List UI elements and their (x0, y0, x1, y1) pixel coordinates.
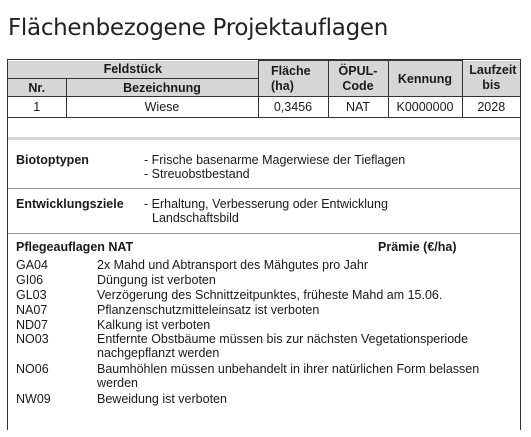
requirement-text: Verzögerung des Schnittzeitpunktes, früheste Mahd am 15.06. (97, 288, 443, 302)
requirement-text: Kalkung ist verboten (97, 318, 211, 332)
cell-flaeche: 0,3456 (258, 97, 328, 118)
requirement-text: Entfernte Obstbäume müssen bis zur nächsten Vegetationsperiode nachgepflanzt werden (97, 332, 469, 360)
table-row (8, 97, 520, 118)
header-bezeichnung: Bezeichnung (66, 79, 258, 97)
page-title: Flächenbezogene Projektauflagen (8, 15, 388, 41)
divider (8, 233, 520, 234)
details-section (8, 140, 520, 433)
pflegeauflagen-heading: Pflegeauflagen NAT (16, 240, 134, 254)
cell-bezeichnung: Wiese (66, 97, 258, 118)
entwicklungsziele-line-2: Landschaftsbild (152, 211, 239, 225)
praemie-heading: Prämie (€/ha) (378, 240, 457, 254)
requirement-code: NA07 (16, 303, 48, 317)
divider (8, 188, 520, 189)
header-flaeche: Fläche (ha) (258, 61, 328, 97)
cell-laufzeit: 2028 (462, 97, 520, 118)
biotoptypen-line-2: - Streuobstbestand (144, 167, 250, 181)
cell-nr: 1 (8, 97, 66, 118)
header-nr: Nr. (8, 79, 66, 97)
header-kennung: Kennung (388, 61, 462, 97)
cell-kennung: K0000000 (388, 97, 462, 118)
requirement-code: GL03 (16, 288, 47, 302)
requirement-text: Beweidung ist verboten (97, 392, 227, 406)
requirement-code: NO06 (16, 362, 49, 376)
requirement-code: GI06 (16, 273, 44, 287)
header-oepul-code: ÖPUL-Code (328, 61, 388, 97)
entwicklungsziele-line-1: - Erhaltung, Verbesserung oder Entwicklung (144, 197, 388, 211)
requirement-code: ND07 (16, 318, 48, 332)
requirement-code: GA04 (16, 258, 48, 272)
entwicklungsziele-label: Entwicklungsziele (16, 197, 124, 211)
requirement-text: Baumhöhlen müssen unbehandelt in ihrer natürlichen Form belassen werden (97, 362, 480, 390)
plot-table (8, 60, 520, 118)
requirement-text: Düngung ist verboten (97, 273, 216, 287)
header-laufzeit: Laufzeit bis (462, 61, 520, 97)
requirement-code: NW09 (16, 392, 51, 406)
requirement-text: Pflanzenschutzmitteleinsatz ist verboten (97, 303, 320, 317)
biotoptypen-line-1: - Frische basenarme Magerwiese der Tieflagen (144, 153, 406, 167)
biotoptypen-label: Biotoptypen (16, 153, 89, 167)
requirement-text: 2x Mahd und Abtransport des Mähgutes pro Jahr (97, 258, 368, 272)
project-requirements-sheet (7, 59, 521, 430)
header-feldstueck: Feldstück (8, 61, 258, 79)
cell-oepul: NAT (328, 97, 388, 118)
requirement-code: NO03 (16, 332, 49, 346)
